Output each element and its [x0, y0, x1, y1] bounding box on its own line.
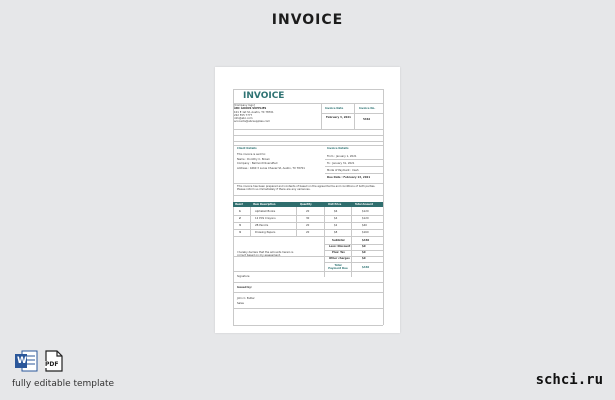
- rule: [321, 113, 383, 114]
- rule: [296, 207, 297, 236]
- rule: [321, 103, 322, 129]
- rule: [233, 195, 383, 196]
- company-name: ABC GOODS SUPPLIES: [234, 107, 267, 111]
- rule: [233, 135, 383, 136]
- rule: [233, 292, 383, 293]
- template-caption: fully editable template: [12, 379, 115, 389]
- rule: [325, 159, 383, 160]
- client-line: Name : Dorothy C. Brown: [237, 157, 270, 161]
- rule: [354, 103, 355, 129]
- th-item-number: Item#: [235, 202, 244, 206]
- summary-value: $0: [362, 251, 366, 254]
- rule: [233, 215, 383, 216]
- rule: [233, 103, 383, 104]
- rule: [324, 207, 325, 277]
- summary-value: $0: [362, 245, 366, 248]
- pdf-file-icon: [44, 350, 64, 372]
- row-quantity: 30: [306, 217, 310, 220]
- word-icon-label: W: [17, 356, 27, 366]
- issued-by-label: Issued by:: [237, 286, 253, 289]
- rule: [233, 308, 383, 309]
- issuer-role: Sales: [237, 302, 244, 305]
- row-total: $160: [362, 231, 369, 234]
- word-file-icon: [14, 350, 34, 372]
- rule: [351, 207, 352, 277]
- rule: [233, 229, 383, 230]
- terms-note: This invoice has been prepared and contents of based on the agreed terms and conditions of both parties. Please inform us immediately if there are any variances.: [237, 185, 376, 192]
- company-line: info@abc.com: [234, 117, 253, 121]
- rule: [233, 282, 383, 283]
- rule: [233, 183, 383, 184]
- issuer-name: John C. Butler: [237, 297, 255, 300]
- row-description: Drawing Papers: [255, 231, 276, 234]
- page-title: INVOICE: [271, 12, 344, 28]
- company-line: accounts@abcsupplies.com: [234, 120, 270, 124]
- invoice-date-label: Invoice Date: [325, 107, 344, 110]
- invoice-detail-line: From : January 1, 2021: [327, 155, 357, 158]
- client-line: Address : 4260 3 Lucas Chavez St, Austin, TX 78701: [237, 166, 305, 170]
- rule: [233, 271, 383, 272]
- row-unit-price: $2: [334, 224, 338, 227]
- row-description: 12 PCS Crayons: [255, 217, 276, 220]
- invoice-no-label: Invoice No.: [359, 107, 376, 110]
- row-quantity: 20: [306, 231, 310, 234]
- summary-value: $0: [362, 257, 366, 260]
- row-total: $40: [362, 224, 367, 227]
- invoice-date-value: February 3, 2021: [326, 116, 351, 119]
- summary-label: Subtotal: [332, 239, 345, 242]
- total-due-value: $440: [362, 266, 370, 269]
- rule: [324, 250, 383, 251]
- certification-note: I hereby declare that the amounts herein is correct based on my assessment.: [237, 251, 294, 258]
- items-table-header: [233, 202, 383, 207]
- row-unit-price: $6: [334, 210, 338, 213]
- rule: [233, 141, 383, 142]
- summary-label: Plus: Tax: [332, 251, 345, 254]
- client-line: This invoice is sent to:: [237, 153, 266, 156]
- summary-value: $440: [362, 239, 370, 242]
- rule: [233, 129, 383, 130]
- pdf-icon-label: PDF: [45, 361, 59, 368]
- signature-label: Signature: [237, 275, 250, 278]
- row-unit-price: $8: [334, 231, 338, 234]
- rule: [233, 222, 383, 223]
- invoice-detail-line: To : January 31, 2021: [327, 162, 355, 165]
- row-item-number: 2: [239, 217, 241, 220]
- rule: [324, 262, 383, 263]
- company-line: [Company logo]: [234, 104, 255, 107]
- invoice-content: [233, 89, 383, 329]
- client-details-label: Client Details: [237, 147, 257, 150]
- client-line: Company : Belmont Diversified: [237, 162, 278, 166]
- invoice-detail-line: Mode of Payment : Cash: [327, 169, 359, 172]
- invoice-no-value: 5462: [363, 118, 371, 121]
- row-quantity: 20: [306, 224, 310, 227]
- rule: [325, 166, 383, 167]
- row-quantity: 20: [306, 210, 310, 213]
- frame-left: [233, 89, 234, 325]
- frame-right: [383, 89, 384, 325]
- th-unit-price: Unit Price: [328, 202, 342, 206]
- th-description: Item Description: [253, 202, 276, 206]
- summary-label: Less: Discount: [329, 245, 351, 248]
- invoice-title: INVOICE: [243, 91, 285, 101]
- company-line: 222 555 7777: [234, 113, 253, 117]
- invoice-sheet: [215, 67, 400, 333]
- frame-top: [233, 89, 383, 90]
- rule: [324, 244, 383, 245]
- site-watermark[interactable]: schci.ru: [535, 372, 603, 388]
- company-block: [234, 104, 319, 124]
- frame-bottom: [233, 325, 383, 326]
- client-block: [237, 153, 317, 171]
- rule: [233, 145, 383, 146]
- company-line: 101 E 1st St, Austin, TX 78701: [234, 110, 274, 114]
- row-item-number: 1: [239, 210, 241, 213]
- invoice-details-block: [327, 153, 382, 174]
- rule: [325, 173, 383, 174]
- row-unit-price: $4: [334, 217, 338, 220]
- th-total-amount: Total Amount: [355, 202, 373, 206]
- rule: [233, 236, 383, 237]
- rule: [250, 207, 251, 236]
- th-quantity: Quantity: [300, 202, 312, 206]
- row-description: Alphabet Books: [255, 210, 276, 213]
- row-total: $120: [362, 210, 369, 213]
- due-date: Due Date : February 13, 2021: [327, 176, 371, 179]
- row-total: $120: [362, 217, 369, 220]
- total-due-label: Total Payment Due: [328, 264, 348, 271]
- row-description: 2B Pencils: [255, 224, 269, 227]
- summary-label: Other charges: [329, 257, 350, 260]
- row-item-number: 4: [239, 231, 241, 234]
- invoice-details-label: Invoice Details: [327, 147, 349, 150]
- row-item-number: 3: [239, 224, 241, 227]
